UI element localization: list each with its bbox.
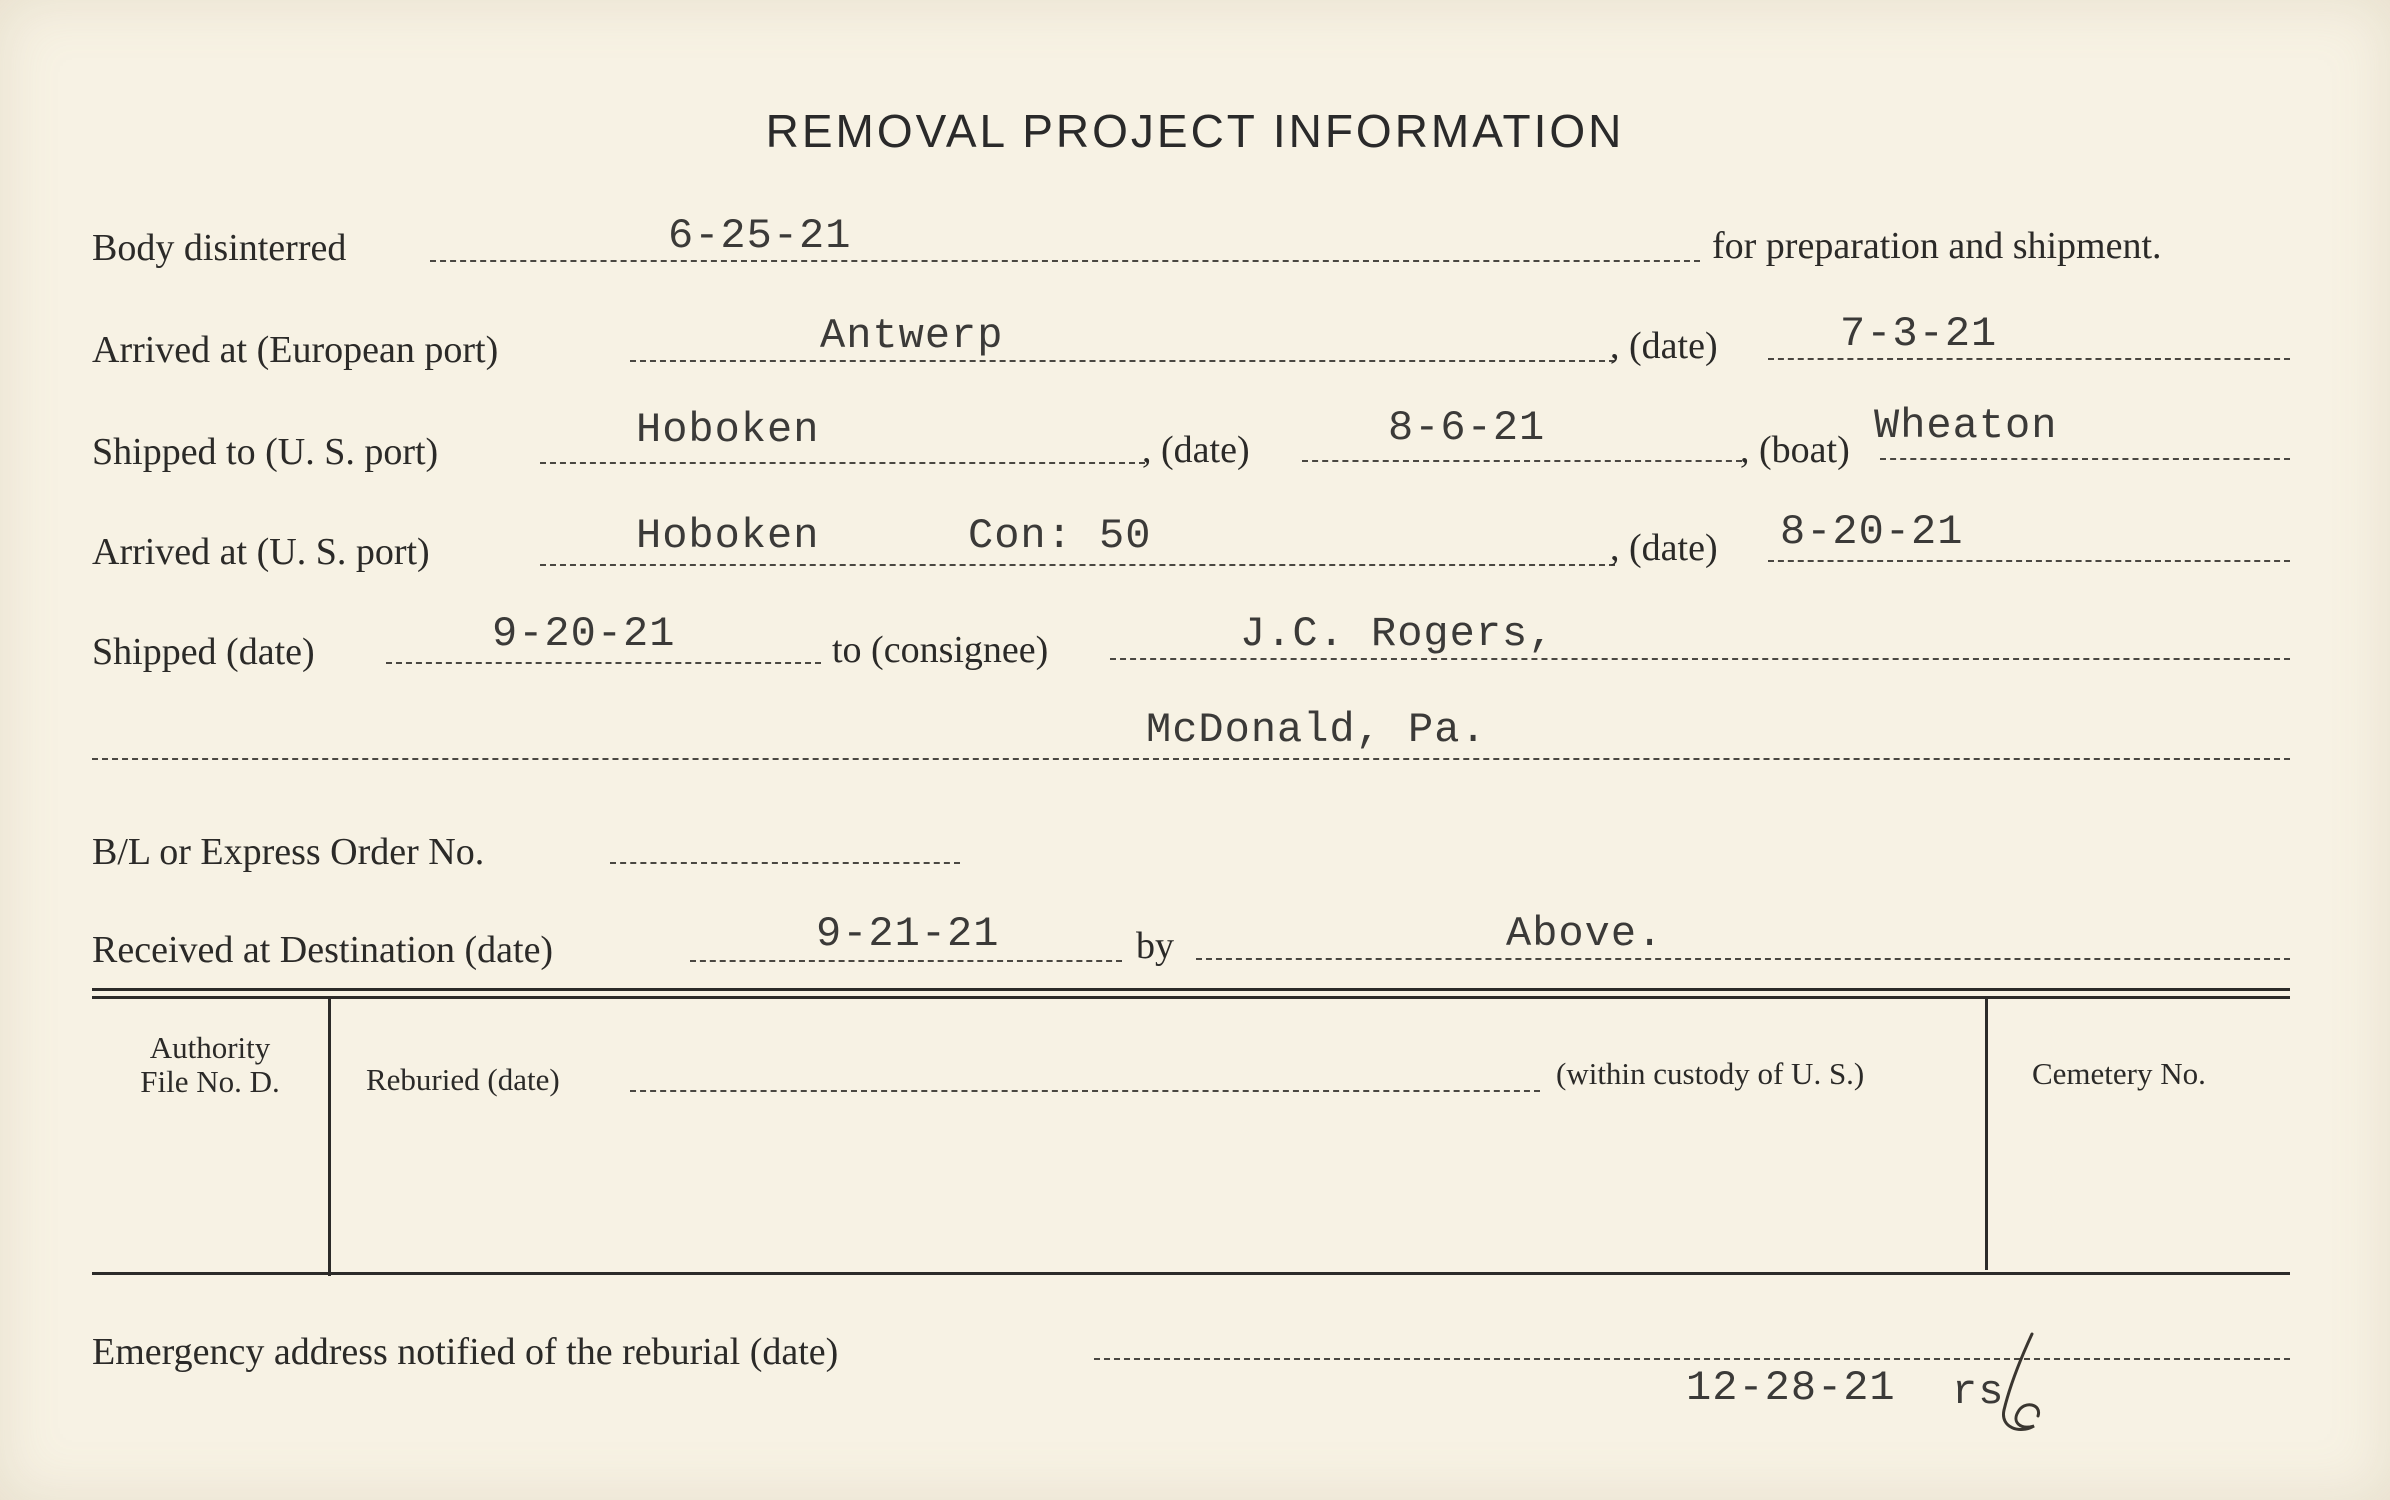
european-port-date-value: 7-3-21 [1840,310,1998,358]
shipped-us-date-label: , (date) [1142,429,1250,471]
boat-label: , (boat) [1740,429,1850,471]
arrived-us-date-label: , (date) [1610,527,1718,569]
body-disinterred-label: Body disinterred [92,227,347,269]
file-no-label: File No. D. [140,1064,280,1099]
shipped-us-port-line [540,462,1145,464]
page-title: REMOVAL PROJECT INFORMATION [765,105,1625,157]
received-date-value: 9-21-21 [816,910,1000,958]
cemetery-no-label: Cemetery No. [2032,1056,2206,1091]
received-date-line [690,960,1122,962]
shipped-us-date-line [1302,460,1742,462]
arrived-us-date-value: 8-20-21 [1780,508,1964,556]
consignee-address-value: McDonald, Pa. [1146,706,1487,754]
table-bottom-rule [92,1272,2290,1275]
emergency-line [1094,1358,2290,1360]
shipped-date-line [386,662,821,664]
shipped-date-value: 9-20-21 [492,610,676,658]
received-by-label: by [1136,925,1174,967]
arrived-us-port-value: Hoboken [636,512,820,560]
consignee-label: to (consignee) [832,629,1049,671]
boat-value: Wheaton [1874,402,2058,450]
shipped-us-port-value: Hoboken [636,406,820,454]
reburied-line [630,1090,1540,1092]
european-port-value: Antwerp [820,312,1004,360]
authority-label: Authority [149,1030,271,1065]
table-top-rule-inner [92,996,2290,999]
emergency-initials: rs [1952,1368,2005,1416]
body-disinterred-suffix: for preparation and shipment. [1712,225,2162,267]
consignee-line [1110,658,2290,660]
received-by-line [1196,958,2290,960]
body-disinterred-value: 6-25-21 [668,212,852,260]
table-divider-right [1985,998,1988,1270]
arrived-us-port-label: Arrived at (U. S. port) [92,531,430,573]
consignee-value: J.C. Rogers, [1240,610,1555,658]
bl-order-label: B/L or Express Order No. [92,831,485,873]
received-by-value: Above. [1506,910,1664,958]
shipped-us-port-label: Shipped to (U. S. port) [92,431,439,473]
table-top-rule [92,988,2290,991]
custody-label: (within custody of U. S.) [1556,1056,1865,1091]
arrived-us-date-line [1768,560,2290,562]
body-disinterred-line [430,260,1700,262]
shipped-us-date-value: 8-6-21 [1388,404,1546,452]
boat-line [1880,458,2290,460]
container-number: Con: 50 [968,512,1152,560]
reburied-label: Reburied (date) [366,1062,560,1097]
table-divider-left [328,998,331,1276]
emergency-date-value: 12-28-21 [1686,1364,1896,1412]
bl-order-line [610,862,960,864]
consignee-address-line [92,758,2290,760]
european-port-line [630,360,1615,362]
handwritten-initial-mark [1990,1330,2050,1440]
european-port-label: Arrived at (European port) [92,329,499,371]
emergency-label: Emergency address notified of the reburial (date) [92,1331,839,1373]
european-port-date-label: , (date) [1610,325,1718,367]
received-label: Received at Destination (date) [92,929,554,971]
european-port-date-line [1768,358,2290,360]
arrived-us-port-line [540,564,1615,566]
shipped-date-label: Shipped (date) [92,631,315,673]
